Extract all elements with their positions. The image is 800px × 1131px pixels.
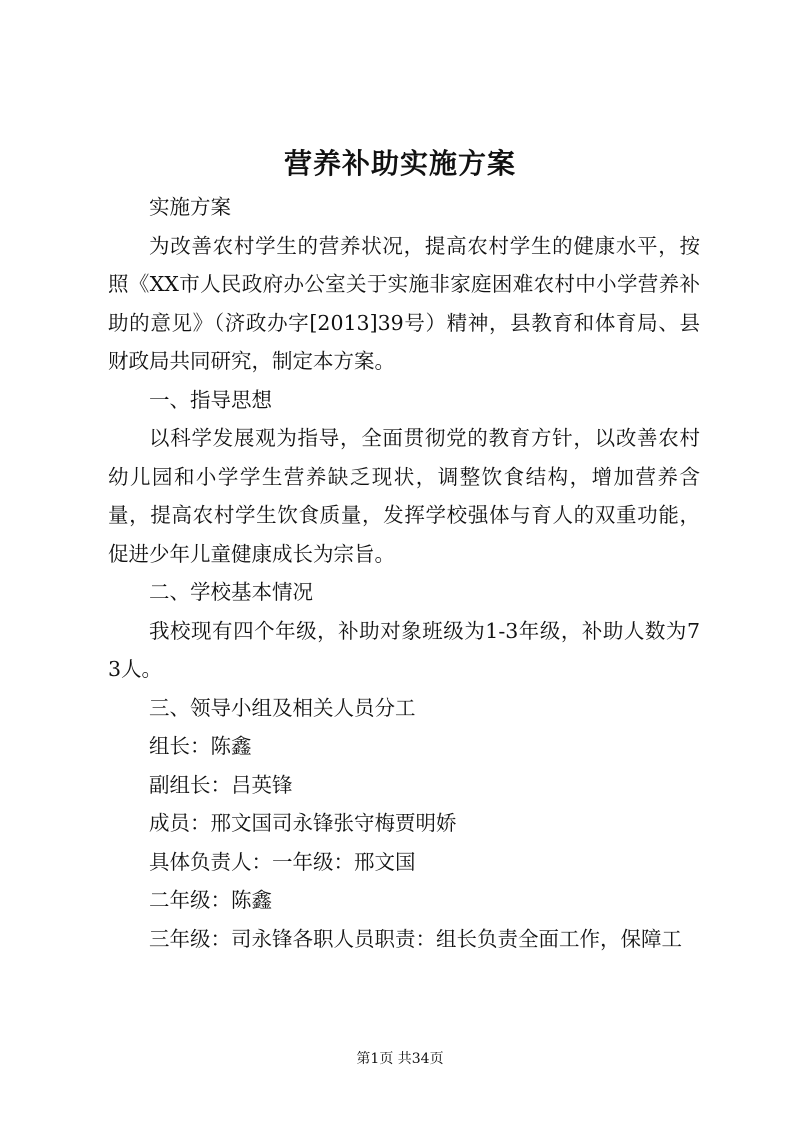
- section-heading-guiding-ideology: 一、指导思想: [149, 387, 272, 412]
- page-number-footer: 第1页 共34页: [356, 1051, 444, 1067]
- paragraph-guiding-ideology: 以科学发展观为指导，全面贯彻党的教育方针，以改善农村幼儿园和小学学生营养缺乏现状，调整饮食结构，增加营养含量，提高农村学生饮食质量，发挥学校强体与育人的双重功能，促进少年儿童健康成长为宗旨。: [108, 426, 700, 566]
- document-title: 营养补助实施方案: [283, 147, 516, 180]
- paragraph-responsible-grade-2: 二年级：陈鑫: [149, 888, 272, 912]
- section-heading-school-info: 二、学校基本情况: [149, 580, 313, 604]
- section-heading-leadership: 三、领导小组及相关人员分工: [149, 695, 416, 720]
- paragraph-members: 成员：邢文国司永锋张守梅贾明娇: [149, 811, 457, 835]
- paragraph-intro: 为改善农村学生的营养状况，提高农村学生的健康水平，按照《XX市人民政府办公室关于实施非家庭困难农村中小学营养补助的意见》（济政办字[2013]39号）精神，县教育和体育局、县财政局共同研究，制定本方案。: [108, 233, 700, 373]
- paragraph-responsible-grade-1: 具体负责人：一年级：邢文国: [149, 849, 416, 874]
- paragraph-deputy-leader: 副组长：吕英锋: [149, 772, 293, 797]
- paragraph-responsible-grade-3: 三年级：司永锋各职人员职责：组长负责全面工作，保障工: [149, 926, 682, 951]
- paragraph-school-info: 我校现有四个年级，补助对象班级为1-3年级，补助人数为73人。: [108, 618, 700, 681]
- paragraph-heading-plan: 实施方案: [149, 195, 231, 219]
- paragraph-group-leader: 组长：陈鑫: [149, 734, 252, 758]
- document-body: [108, 188, 700, 958]
